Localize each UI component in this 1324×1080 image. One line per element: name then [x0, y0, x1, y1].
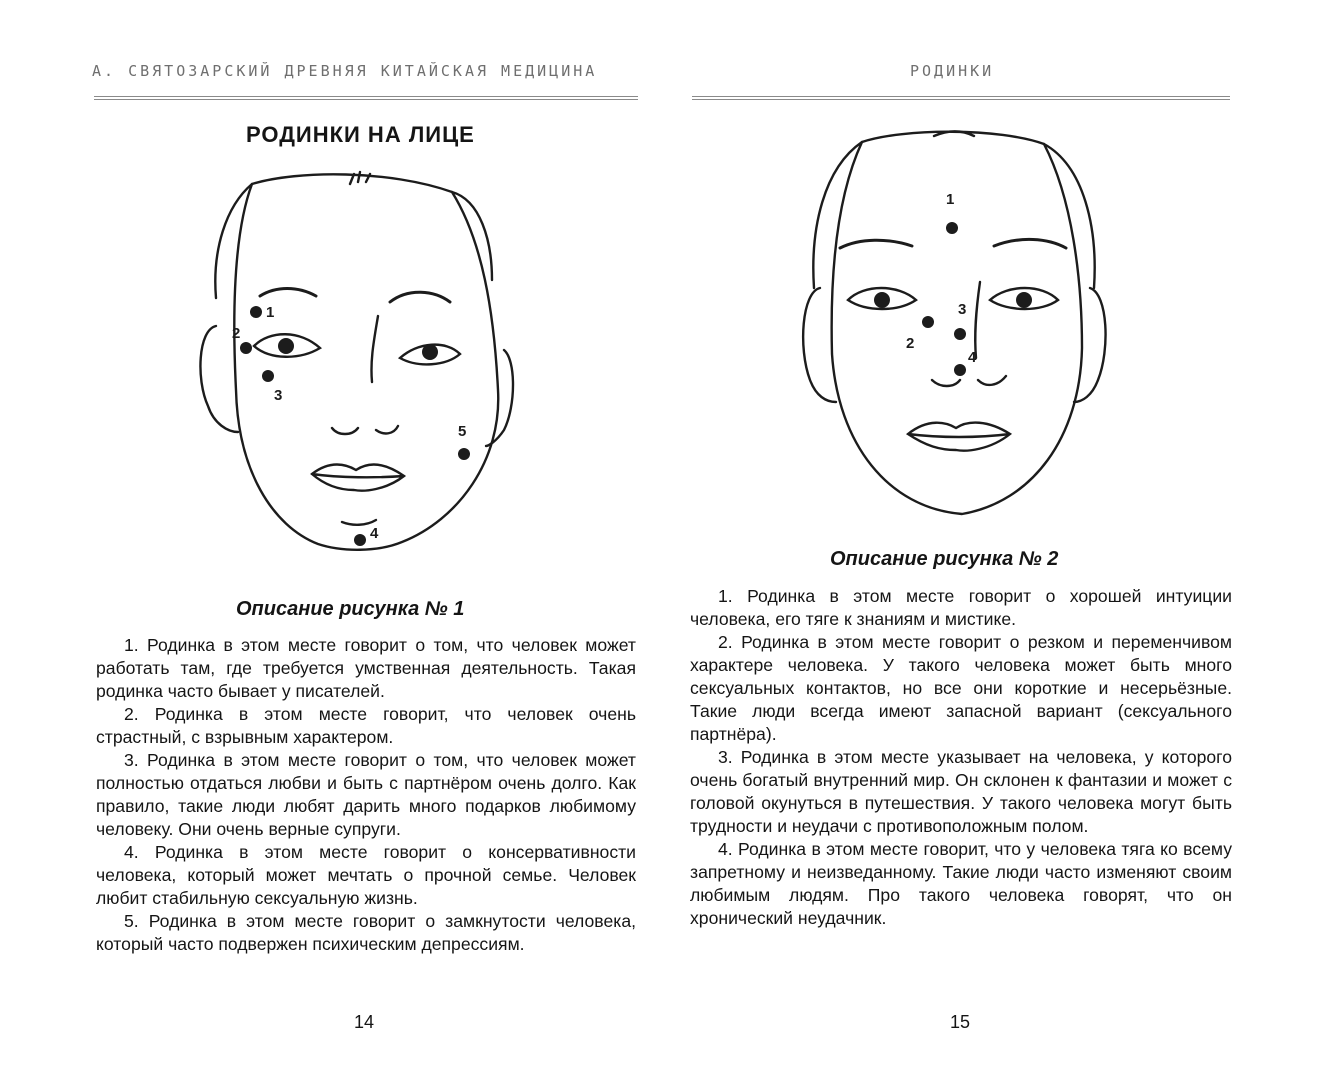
mole-4 [354, 534, 366, 546]
paragraph: 1. Родинка в этом месте говорит о том, что человек может работать там, где требуется умственная деятельность. Такая родинка часто бывает у писателей. [96, 635, 636, 701]
brow-left [840, 240, 912, 248]
section-title: РОДИНКИ НА ЛИЦЕ [246, 122, 475, 147]
mole-label-1: 1 [266, 304, 275, 321]
face-illustration-2 [784, 118, 1120, 526]
running-head: РОДИНКИ [910, 62, 995, 80]
mole-label-4: 4 [370, 525, 379, 542]
paragraph: 2. Родинка в этом месте говорит о резком и переменчивом характере человека. У такого человека может быть много сексуальных контактов, но все они короткие и несерьёзные. Такие люди всегда имеют запасной вариант (сексуального партнёра). [690, 632, 1232, 744]
mole-1 [250, 306, 262, 318]
lips [908, 423, 1010, 451]
header-rule [692, 96, 1230, 100]
hair-left [813, 142, 862, 288]
nostrils [932, 376, 1006, 386]
mole-label-3: 3 [958, 301, 967, 318]
description-text [96, 634, 636, 956]
description-text [690, 585, 1232, 930]
mole-1 [946, 222, 958, 234]
mole-3 [262, 370, 274, 382]
lips [312, 465, 404, 491]
mole-label-2: 2 [232, 325, 241, 342]
figure-caption: Описание рисунка № 2 [830, 548, 1059, 570]
brow-left [260, 289, 316, 297]
figure-caption: Описание рисунка № 1 [236, 598, 465, 620]
nose-bridge [371, 316, 378, 382]
header-rule [94, 96, 638, 100]
mole-label-4: 4 [968, 349, 977, 366]
hair-tuft [350, 172, 370, 184]
brow-right [994, 239, 1066, 248]
ear-right [486, 350, 513, 446]
brow-right [390, 292, 450, 302]
mole-4 [954, 364, 966, 376]
mole-2 [922, 316, 934, 328]
paragraph: 2. Родинка в этом месте говорит, что человек очень страстный, с взрывным характером. [96, 704, 636, 747]
face-illustration-1 [190, 170, 520, 560]
mole-label-1: 1 [946, 191, 955, 208]
page-number: 14 [354, 1012, 375, 1032]
nose-bridge [975, 282, 980, 358]
paragraph: 3. Родинка в этом месте говорит о том, что человек может полностью отдаться любви и быть с партнёром очень долго. Как правило, такие люди любят дарить много подарков любимому человеку. Они очень верные супруги. [96, 750, 636, 839]
page-number: 15 [950, 1012, 971, 1032]
mole-2 [240, 342, 252, 354]
mole-5 [458, 448, 470, 460]
paragraph: 4. Родинка в этом месте говорит, что у человека тяга ко всему запретному и неизведанному. Такие люди часто изменяют своим любимым людям. Про такого человека говорят, что он хронический неудачник. [690, 839, 1232, 928]
running-head: А. СВЯТОЗАРСКИЙ ДРЕВНЯЯ КИТАЙСКАЯ МЕДИЦИНА [92, 62, 598, 80]
mole-3 [954, 328, 966, 340]
mole-label-5: 5 [458, 423, 467, 440]
nostrils [332, 426, 398, 434]
mole-label-2: 2 [906, 335, 915, 352]
right-page [662, 0, 1324, 1080]
face-outline [832, 132, 1082, 514]
paragraph: 1. Родинка в этом месте говорит о хорошей интуиции человека, его тяге к знаниям и мистике. [690, 586, 1232, 629]
mole-label-3: 3 [274, 387, 283, 404]
paragraph: 4. Родинка в этом месте говорит о консервативности человека, который может мечтать о прочной семье. Человек любит стабильную сексуальную жизнь. [96, 842, 636, 908]
paragraph: 3. Родинка в этом месте указывает на человека, у которого очень богатый внутренний мир. Он склонен к фантазии и может с головой окунуться в путешествия. У такого человека могут быть трудности и неудачи с противоположным полом. [690, 747, 1232, 836]
face-outline [234, 174, 498, 549]
paragraph: 5. Родинка в этом месте говорит о замкнутости человека, который часто подвержен психическим депрессиям. [96, 911, 636, 954]
